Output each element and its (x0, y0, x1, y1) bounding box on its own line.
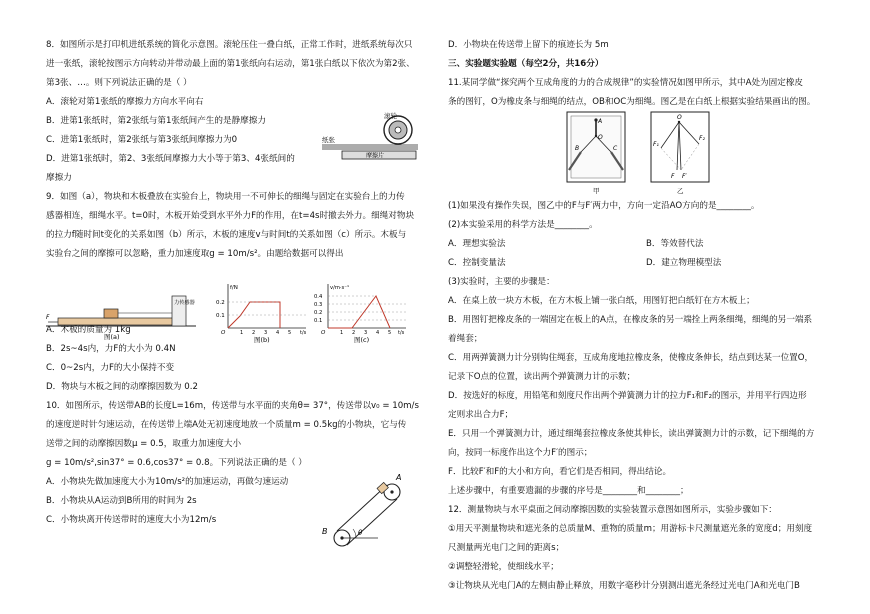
q11-figures (565, 110, 715, 196)
q12-line-5: ③让物块从光电门A的左侧由静止释放，用数字毫秒计分别测出遮光条经过光电门A和光电门B (448, 581, 800, 591)
q11-step-d: D．按选好的标度，用铅笔和刻度尺作出两个弹簧测力计的拉力F₁和F₂的图示，并用平行四边形 (448, 391, 807, 401)
q9-option-a: A．木板的质量为 1kg (46, 325, 131, 335)
fig-b-t5: 5 (288, 330, 292, 336)
fig-c-origin: O (321, 330, 326, 336)
point-a-label: A (396, 473, 402, 482)
q11-figure-yi (651, 112, 709, 195)
q11-step-d-cont: 定则求出合力F； (448, 410, 514, 420)
q8-option-a: A．滚轮对第1张纸的摩擦力方向水平向右 (46, 97, 204, 107)
q11-sub-2: (2)本实验采用的科学方法是________。 (448, 220, 598, 230)
q12-line-1: 12．测量物块与水平桌面之间动摩擦因数的实验装置示意图如图所示，实验步骤如下： (448, 505, 777, 515)
q10-line-3: 送带之间的动摩擦因数μ = 0.5，取重力加速度大小 (46, 439, 242, 449)
roller-label: 滚轮 (384, 112, 397, 120)
q11-line-1: 11.某同学做“探究两个互成角度的力的合成规律”的实验情况如图甲所示，其中A处为固定橡皮 (448, 78, 804, 88)
fig-c-ylabel: v/m·s⁻¹ (330, 285, 350, 291)
jia-a-label: A (598, 118, 603, 125)
q8-line-3: 第3张、…。则下列说法正确的是（ ） (46, 78, 192, 88)
q11-option-a: A．理想实验法 (448, 239, 506, 249)
point-b-label: B (322, 527, 328, 536)
fig-c-y4: 0.1 (314, 318, 323, 324)
q11-options-row-1 (448, 235, 844, 254)
q8-option-b: B．进第1张纸时，第2张纸与第1张纸间产生的是静摩擦力 (46, 116, 266, 126)
fig-b-t2: 2 (252, 330, 256, 336)
q12-line-2: ①用天平测量物块和遮光条的总质量M、重物的质量m；用游标卡尺测量遮光条的宽度d；用刻度 (448, 524, 813, 534)
q11-step-e-cont: 向，按同一标度作出这个力F′的图示； (448, 448, 593, 458)
fig-b-caption: 图(b) (254, 336, 270, 344)
yi-o-label: O (677, 114, 682, 121)
q8-line-1: 8．如图所示是打印机进纸系统的简化示意图。滚轮压住一叠白纸，正常工作时，进纸系统每次只 (46, 40, 413, 50)
fig-b-t3: 3 (264, 330, 268, 336)
yi-f-label: F (671, 173, 675, 180)
jia-caption: 甲 (593, 187, 600, 195)
fig-b-t1: 1 (240, 330, 244, 336)
fig-c-t5: 5 (388, 330, 392, 336)
q10-option-b: B．小物块从A运动到B所用的时间为 2s (46, 496, 197, 506)
fig-a-caption: 图(a) (104, 333, 120, 341)
q11-figure-jia (567, 112, 625, 195)
jia-b-label: B (575, 145, 580, 152)
q11-option-b: B．等效替代法 (646, 239, 704, 249)
q10-option-a: A．小物块先做加速度大小为10m/s²的加速运动，再做匀速运动 (46, 477, 289, 487)
q8-line-2: 进一张纸，滚轮按图示方向转动并带动最上面的第1张纸向右运动，第1张白纸以下依次为第2张、 (46, 59, 415, 69)
q10-conveyor-figure (318, 470, 418, 556)
paper-label: 纸张 (322, 136, 335, 144)
theta-label: θ (358, 529, 363, 537)
jia-c-label: C (613, 145, 618, 152)
q8-paper-feed-figure (322, 110, 422, 168)
q11-sub-3: (3)实验时，主要的步骤是： (448, 277, 555, 287)
yi-f1-label: F₁ (653, 141, 659, 148)
q9-line-4: 实验台之间的摩擦可以忽略，重力加速度取g = 10m/s²。由题给数据可以得出 (46, 249, 344, 259)
q11-missing-steps: 上述步骤中，有重要遗漏的步骤的序号是________和________； (448, 486, 689, 496)
fig-c-y3: 0.2 (314, 310, 323, 316)
q10-line-4: g = 10m/s²,sin37° = 0.6,cos37° = 0.8。下列说法正确的是（ ） (46, 458, 307, 468)
fig-c-caption: 图(c) (354, 336, 370, 344)
fig-b-y2: 0.1 (216, 313, 225, 319)
fig-c-tlabel: t/s (398, 330, 405, 336)
yi-f2-label: F₂ (699, 135, 705, 142)
jia-o-label: O (598, 134, 603, 141)
q11-step-f: F．比较F′和F的大小和方向，看它们是否相同，得出结论。 (448, 467, 672, 477)
q9-line-2: 感器相连，细绳水平。t=0时，木板开始受到水平外力F的作用，在t=4s时撤去外力。细绳对物块 (46, 211, 415, 221)
q11-step-e: E．只用一个弹簧测力计，通过细绳套拉橡皮条使其伸长，读出弹簧测力计的示数，记下细绳的方 (448, 429, 815, 439)
fig-b-origin: O (221, 330, 226, 336)
q11-step-b: B．用图钉把橡皮条的一端固定在板上的A点，在橡皮条的另一端拴上两条细绳，细绳的另一端系 (448, 315, 813, 325)
q9-figures (46, 282, 406, 344)
fig-b-t4: 4 (276, 330, 280, 336)
q10-line-1: 10．如图所示，传送带AB的长度L=16m，传送带与水平面的夹角θ= 37°，传送带以v₀ = 10m/s (46, 401, 419, 411)
q10-option-c: C．小物块离开传送带时的速度大小为12m/s (46, 515, 217, 525)
q8-option-c: C．进第1张纸时，第2张纸与第3张纸间摩擦力为0 (46, 135, 238, 145)
fig-c-t3: 3 (364, 330, 368, 336)
q11-step-c-cont: 记录下O点的位置，读出两个弹簧测力计的示数； (448, 372, 636, 382)
friction-pad-label: 摩擦片 (366, 152, 385, 160)
fig-b-y1: 0.2 (216, 300, 225, 306)
q9-figure-b (216, 284, 307, 344)
q9-line-3: 的拉力f随时间t变化的关系如图（b）所示，木板的速度v与时间t的关系如图（c）所示。木板与 (46, 230, 407, 240)
sensor-label: 力传感器 (174, 300, 195, 306)
fig-b-tlabel: t/s (300, 330, 307, 336)
yi-fp-label: F′ (682, 173, 687, 180)
fig-c-y2: 0.3 (314, 302, 323, 308)
q11-option-c: C．控制变量法 (448, 258, 506, 268)
q10-line-2: 的速度逆时针匀速运动，在传送带上端A处无初速度地放一个质量m = 0.5kg的小物块，它与传 (46, 420, 407, 430)
q9-option-c: C．0~2s内，力F的大小保持不变 (46, 363, 175, 373)
q8-option-d: D．进第1张纸时，第2、3张纸间摩擦力大小等于第3、4张纸间的 (46, 154, 295, 164)
q11-step-a: A．在桌上放一块方木板，在方木板上铺一张白纸，用图钉把白纸钉在方木板上； (448, 296, 755, 306)
q12-line-4: ②调整轻滑轮，使细线水平； (448, 562, 559, 572)
fig-c-t2: 2 (352, 330, 356, 336)
q11-step-c: C．用两弹簧测力计分别钩住绳套，互成角度地拉橡皮条，使橡皮条伸长，结点到达某一位置O， (448, 353, 814, 363)
force-f-label: F (46, 314, 50, 321)
section-3-title: 三、实验题实验题（每空2分，共16分） (448, 59, 604, 69)
q9-line-1: 9．如图（a），物块和木板叠放在实验台上，物块用一不可伸长的细绳与固定在实验台上的力传 (46, 192, 405, 202)
fig-b-ylabel: f/N (230, 285, 238, 291)
q8-option-d-cont: 摩擦力 (46, 173, 72, 183)
fig-c-t1: 1 (340, 330, 344, 336)
q9-figure-a (46, 296, 196, 341)
q10-option-d: D．小物块在传送带上留下的痕迹长为 5m (448, 40, 609, 50)
q11-option-d: D．建立物理模型法 (646, 258, 722, 268)
q11-sub-1: (1)如果没有操作失误，图乙中的F与F′两力中，方向一定沿AO方向的是________。 (448, 201, 760, 211)
q12-line-3: 尺测量两光电门之间的距离s； (448, 543, 565, 553)
fig-c-y1: 0.4 (314, 294, 323, 300)
q11-line-2: 条的图钉，O为橡皮条与细绳的结点，OB和OC为细绳。图乙是在白纸上根据实验结果画出的图。 (448, 97, 816, 107)
q9-option-d: D．物块与木板之间的动摩擦因数为 0.2 (46, 382, 198, 392)
q9-option-b: B．2s~4s内，力F的大小为 0.4N (46, 344, 176, 354)
q11-options-row-2 (448, 254, 844, 273)
q11-step-b-cont: 着绳套； (448, 334, 483, 344)
fig-c-t4: 4 (376, 330, 380, 336)
yi-caption: 乙 (677, 187, 684, 195)
q9-figure-c (314, 284, 406, 344)
